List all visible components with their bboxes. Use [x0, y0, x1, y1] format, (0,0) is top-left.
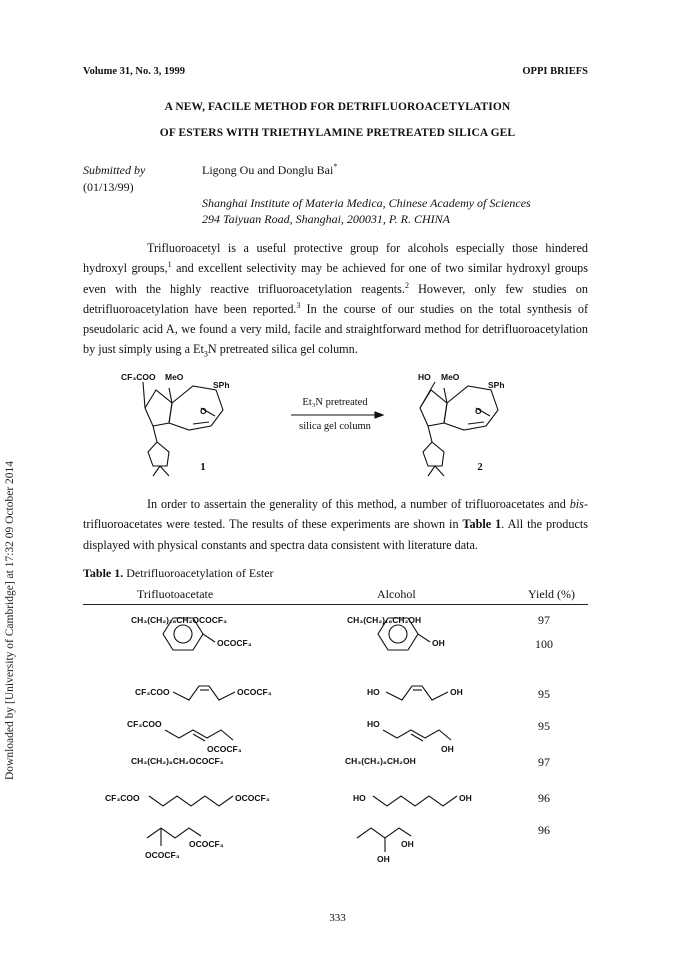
- row7-ester-chain: [147, 828, 201, 838]
- row6-alcohol-chain: [373, 796, 457, 806]
- row1-yield: 97: [538, 613, 550, 627]
- c1-sph-label: SPh: [213, 380, 230, 390]
- affiliation-line2: 294 Taiyuan Road, Shanghai, 200031, P. R. CHINA: [202, 212, 451, 226]
- page-number: 333: [329, 912, 346, 924]
- row4-ester-right: OCOCF₃: [207, 744, 242, 754]
- row3-alcohol-left: HO: [367, 687, 380, 697]
- article-title-line1: A NEW, FACILE METHOD FOR DETRIFLUOROACETYLATION: [164, 101, 511, 113]
- c1-cf3coo-label: CF₃COO: [121, 372, 156, 382]
- authors-names: Ligong Ou and Donglu Bai: [202, 163, 334, 177]
- row5-ester: CH₃(CH₂)₈CH₂OCOCF₃: [131, 756, 224, 766]
- row1-ester: CH₃(CH₂)₁₆CH₂OCOCF₃: [131, 615, 227, 625]
- row7-yield: 96: [538, 823, 550, 837]
- row6-ester-chain: [149, 796, 233, 806]
- row2-yield: 100: [535, 637, 553, 651]
- table-header-rule: [83, 604, 588, 605]
- c1-meo-label: MeO: [165, 372, 184, 382]
- row4-ester-left: CF₃COO: [127, 719, 162, 729]
- row5-yield: 97: [538, 755, 550, 769]
- c1-bridge-o: O: [200, 406, 207, 416]
- submitted-label: Submitted by: [83, 163, 146, 177]
- authors: [202, 163, 337, 178]
- row7-alcohol-chain: [357, 828, 411, 838]
- row2-alcohol: OH: [432, 638, 445, 648]
- row3-alcohol-chain: [386, 686, 448, 700]
- row3-ester-left: CF₃COO: [135, 687, 170, 697]
- compound-1-label: 1: [200, 461, 206, 473]
- row4-yield: 95: [538, 719, 550, 733]
- c1-ring-five: [145, 390, 172, 426]
- c2-dioxolane: [423, 442, 444, 466]
- c1-dioxolane: [148, 442, 169, 466]
- row3-ester-chain: [173, 686, 235, 700]
- affiliation-line1: Shanghai Institute of Materia Medica, Chinese Academy of Sciences: [202, 196, 531, 210]
- reagent-line1: Et₃N pretreated: [302, 397, 368, 408]
- download-watermark: Downloaded by [University of Cambridge] at 17:32 09 October 2014: [4, 460, 16, 780]
- ref-3: 3: [296, 300, 301, 310]
- article-title-line2: OF ESTERS WITH TRIETHYLAMINE PRETREATED SILICA GEL: [159, 127, 516, 139]
- row5-alcohol: CH₃(CH₂)₈CH₂OH: [345, 756, 416, 766]
- row4-ester-chain: [165, 730, 233, 740]
- row6-yield: 96: [538, 791, 550, 805]
- row4-alcohol-chain: [383, 730, 451, 740]
- row7-alcohol-a: OH: [401, 839, 414, 849]
- ref-2: 2: [404, 280, 409, 290]
- row4-alcohol-left: HO: [367, 719, 380, 729]
- ref-1: 1: [167, 260, 172, 270]
- row3-yield: 95: [538, 687, 550, 701]
- submission-date: (01/13/99): [83, 180, 134, 194]
- intro-paragraph: Trifluoroacetyl is a useful protective group for alcohols especially those hindered hydroxyl groups,$^1$ and excellent selectivity may be achieved for one of two similar hydroxyl groups even with the highly reactive trifluoroacetylation reagents.$^2$ However, only few studies on detrifluoroacetylation have been reported.$^3$ In the course of our studies on the total synthesis of pseudolaric acid A, we found a very mild, facile and straightforward method for detrifluoroacetylation by just simply using a $Et_3N$ pretreated silica gel column.: [83, 241, 589, 359]
- row7-alcohol-b: OH: [377, 854, 390, 864]
- row2-ester: OCOCF₃: [217, 638, 252, 648]
- row6-alcohol-left: HO: [353, 793, 366, 803]
- row7-ester-b: OCOCF₃: [145, 850, 180, 860]
- row3-alcohol-right: OH: [450, 687, 463, 697]
- row7-ester-a: OCOCF₃: [189, 839, 224, 849]
- c2-sph-label: SPh: [488, 380, 505, 390]
- header-yield: Yield (%): [528, 587, 575, 601]
- header-alcohol: Alcohol: [377, 587, 416, 601]
- c2-meo-label: MeO: [441, 372, 460, 382]
- row6-alcohol-right: OH: [459, 793, 472, 803]
- journal-section: OPPI BRIEFS: [522, 66, 588, 77]
- reaction-scheme: [83, 368, 588, 480]
- table-ref: Table 1: [462, 517, 502, 532]
- c2-bridge-o: O: [475, 406, 482, 416]
- c2-ring-five: [420, 390, 447, 426]
- corresponding-mark: *: [333, 162, 338, 171]
- row4-alcohol-right: OH: [441, 744, 454, 754]
- header-trifluoroacetate: Trifluotoacetate: [137, 587, 214, 601]
- row6-ester-left: CF₃COO: [105, 793, 140, 803]
- table-caption: Table 1. Detrifluoroacetylation of Ester: [83, 566, 274, 580]
- row6-ester-right: OCOCF₃: [235, 793, 270, 803]
- table-body: [83, 606, 588, 868]
- reagent-line2: silica gel column: [299, 421, 371, 432]
- row1-alcohol: CH₃(CH₂)₁₆CH₂OH: [347, 615, 422, 625]
- compound-2-label: 2: [477, 461, 483, 473]
- journal-volume: Volume 31, No. 3, 1999: [83, 66, 185, 77]
- results-paragraph: In order to assertain the generality of this method, a number of trifluoroacetates and bis-trifluoroacetates were tested. The results of these experiments are shown in Table 1. All the products displayed with physical constants and spectra data consistent with literature data.: [83, 497, 588, 552]
- c2-ho-label: HO: [418, 372, 431, 382]
- row3-ester-right: OCOCF₃: [237, 687, 272, 697]
